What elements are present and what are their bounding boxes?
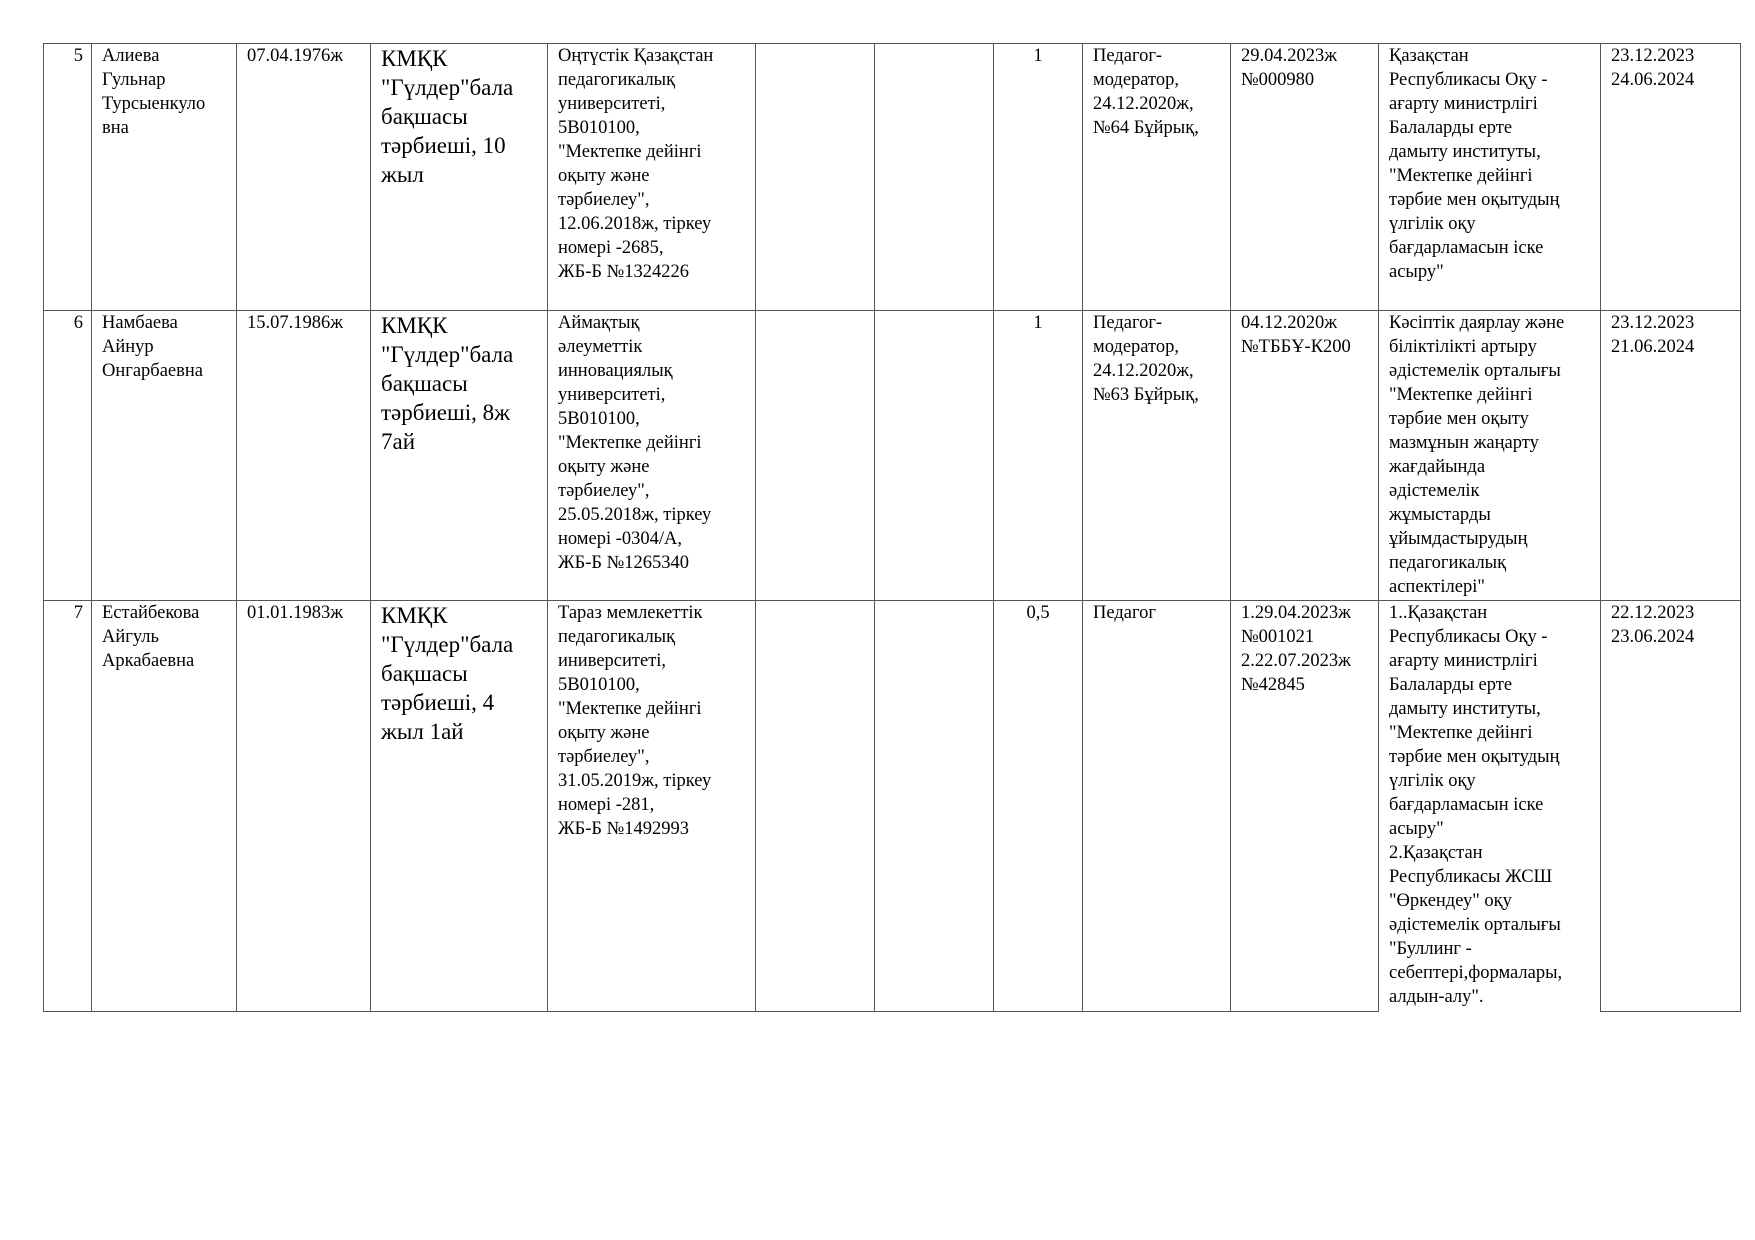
row-number: 6 bbox=[44, 311, 92, 601]
course-dates: 23.12.2023 21.06.2024 bbox=[1601, 311, 1741, 601]
education: Аймақтық әлеуметтік инновациялық университеті, 5В010100, "Мектепке дейінгі оқыту және тәрбиелеу", 25.05.2018ж, тіркеу номері -0304/А, ЖБ-Б №1265340 bbox=[548, 311, 756, 601]
courses: Кәсіптік даярлау және біліктілікті артыру әдістемелік орталығы "Мектепке дейінгі тәрбие мен оқыту мазмұнын жаңарту жағдайында әдістемелік жұмыстарды ұйымдастырудың педагогикалық аспектілері" bbox=[1379, 311, 1601, 601]
empty-cell bbox=[875, 311, 994, 601]
rate: 1 bbox=[994, 44, 1083, 311]
empty-cell bbox=[875, 44, 994, 311]
empty-cell bbox=[756, 44, 875, 311]
category: Педагог- модератор, 24.12.2020ж, №64 Бұйрық, bbox=[1083, 44, 1231, 311]
position-experience: КМҚК "Гүлдер"бала бақшасы тәрбиеші, 4 жыл 1ай bbox=[371, 601, 548, 1012]
courses: Қазақстан Республикасы Оқу - ағарту министрлігі Балаларды ерте дамыту институты, "Мектепке дейінгі тәрбие мен оқытудың үлгілік оқу бағдарламасын іске асыру" bbox=[1379, 44, 1601, 311]
empty-cell bbox=[875, 601, 994, 1012]
courses: 1..Қазақстан Республикасы Оқу - ағарту министрлігі Балаларды ерте дамыту институты, "Мектепке дейінгі тәрбие мен оқытудың үлгілік оқу бағдарламасын іске асыру" 2.Қазақстан Республикасы ЖСШ "Өркендеу" оқу әдістемелік орталығы "Буллинг - себептері,формалары, алдын-алу". bbox=[1379, 601, 1601, 1012]
position-experience: КМҚК "Гүлдер"бала бақшасы тәрбиеші, 10 жыл bbox=[371, 44, 548, 311]
rate: 0,5 bbox=[994, 601, 1083, 1012]
certificate: 29.04.2023ж №000980 bbox=[1231, 44, 1379, 311]
table-row bbox=[44, 311, 1741, 601]
teacher-name: Намбаева Айнур Онгарбаевна bbox=[92, 311, 237, 601]
birth-date: 15.07.1986ж bbox=[237, 311, 371, 601]
rate: 1 bbox=[994, 311, 1083, 601]
course-dates: 22.12.2023 23.06.2024 bbox=[1601, 601, 1741, 1012]
education: Тараз мемлекеттік педагогикалық иниверситеті, 5В010100, "Мектепке дейінгі оқыту және тәрбиелеу", 31.05.2019ж, тіркеу номері -281, ЖБ-Б №1492993 bbox=[548, 601, 756, 1012]
empty-cell bbox=[756, 311, 875, 601]
teacher-name: Естайбекова Айгуль Аркабаевна bbox=[92, 601, 237, 1012]
certificate: 1.29.04.2023ж №001021 2.22.07.2023ж №42845 bbox=[1231, 601, 1379, 1012]
table-row bbox=[44, 44, 1741, 311]
empty-cell bbox=[756, 601, 875, 1012]
row-number: 5 bbox=[44, 44, 92, 311]
course-dates: 23.12.2023 24.06.2024 bbox=[1601, 44, 1741, 311]
staff-table bbox=[43, 43, 1741, 1012]
education: Оңтүстік Қазақстан педагогикалық университеті, 5В010100, "Мектепке дейінгі оқыту және тәрбиелеу", 12.06.2018ж, тіркеу номері -2685, ЖБ-Б №1324226 bbox=[548, 44, 756, 311]
table-row bbox=[44, 601, 1741, 1012]
category: Педагог- модератор, 24.12.2020ж, №63 Бұйрық, bbox=[1083, 311, 1231, 601]
position-experience: КМҚК "Гүлдер"бала бақшасы тәрбиеші, 8ж 7ай bbox=[371, 311, 548, 601]
category: Педагог bbox=[1083, 601, 1231, 1012]
birth-date: 01.01.1983ж bbox=[237, 601, 371, 1012]
row-number: 7 bbox=[44, 601, 92, 1012]
certificate: 04.12.2020ж №ТББҰ-К200 bbox=[1231, 311, 1379, 601]
birth-date: 07.04.1976ж bbox=[237, 44, 371, 311]
teacher-name: Алиева Гульнар Турсыенкуло вна bbox=[92, 44, 237, 311]
